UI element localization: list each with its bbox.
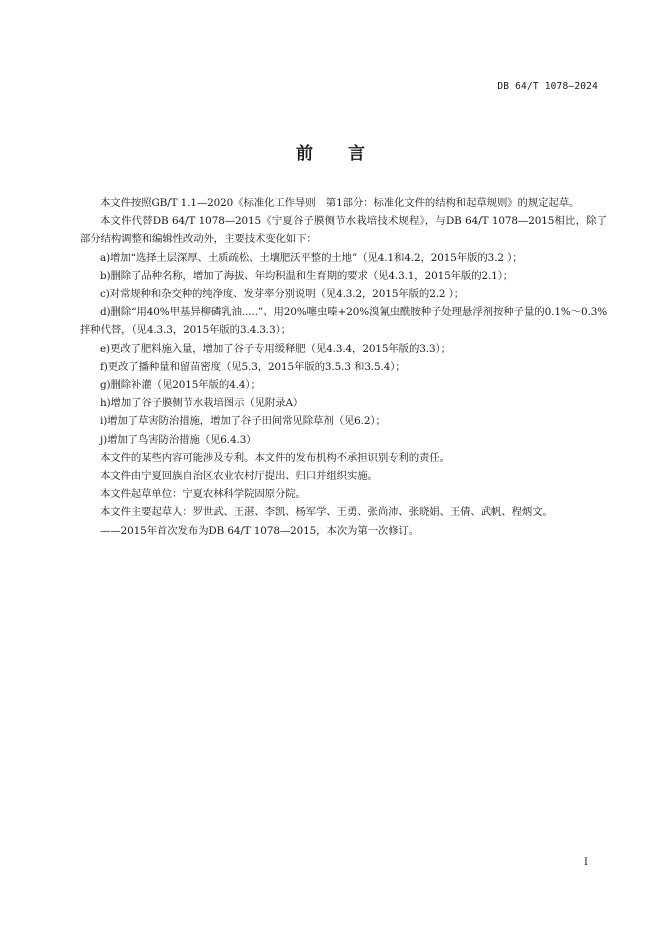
change-item-e: e)更改了肥料施入量，增加了谷子专用缓释肥（见4.3.4，2015年版的3.3）；	[100, 342, 451, 355]
paragraph-drafters: 本文件主要起草人：罗世武、王湛、李凯、杨军学、王勇、张尚沛、张晓娟、王倩、武帆、程炳文。	[100, 506, 553, 519]
change-item-d: d)删除“用40%甲基异柳磷乳油.....”、用20%噻虫嗪+20%溴氰虫酰胺种子处理悬浮剂按种子量的0.1%～0.3%拌种代替，（见4.3.3，2015年版的3.4.3.3）；	[80, 306, 607, 337]
document-code: DB 64/T 1078—2024	[497, 81, 598, 92]
change-item-c: c)对常规种和杂交种的纯净度、发芽率分别说明（见4.3.2，2015年版的2.2 ）；	[100, 288, 465, 301]
change-item-i: i)增加了草害防治措施，增加了谷子田间常见除草剂（见6.2）；	[100, 415, 386, 428]
paragraph-drafting-basis: 本文件按照GB/T 1.1—2020《标准化工作导则 第1部分：标准化文件的结构和起草规则》的规定起草。	[100, 197, 580, 209]
paragraph-proposer: 本文件由宁夏回族自治区农业农村厅提出、归口并组织实施。	[100, 470, 378, 483]
paragraph-replacement-note: 本文件代替DB 64/T 1078—2015《宁夏谷子膜侧节水栽培技术规程》，与DB 64/T 1078—2015相比，除了部分结构调整和编辑性改动外，主要技术变化如下：	[80, 215, 607, 246]
change-item-j: j)增加了鸟害防治措施（见6.4.3）	[100, 433, 257, 446]
change-item-h: h)增加了谷子膜侧节水栽培图示（见附录A）	[100, 397, 304, 410]
change-item-f: f)更改了播种量和留苗密度（见5.3，2015年版的3.5.3 和3.5.4）；	[100, 360, 406, 373]
title-char-1: 前	[296, 144, 314, 164]
title-char-2: 言	[348, 144, 366, 164]
change-item-g: g)删除补灌（见2015年版的4.4）；	[100, 379, 261, 392]
page-title	[0, 139, 662, 164]
page-number: I	[584, 857, 588, 868]
paragraph-patent-notice: 本文件的某些内容可能涉及专利。本文件的发布机构不承担识别专利的责任。	[100, 451, 450, 464]
paragraph-history: ——2015年首次发布为DB 64/T 1078—2015，本次为第一次修订。	[100, 524, 420, 537]
change-item-a: a)增加“选择土层深厚、土质疏松、土壤肥沃平整的土地”（见4.1和4.2，2015年版的3.2 ）；	[100, 251, 523, 264]
change-item-b: b)删除了品种名称，增加了海拔、年均积温和生育期的要求（见4.3.1，2015年版的2.1）；	[100, 269, 514, 282]
paragraph-drafting-unit: 本文件起草单位：宁夏农林科学院固原分院。	[100, 488, 306, 501]
foreword-body	[80, 194, 607, 540]
